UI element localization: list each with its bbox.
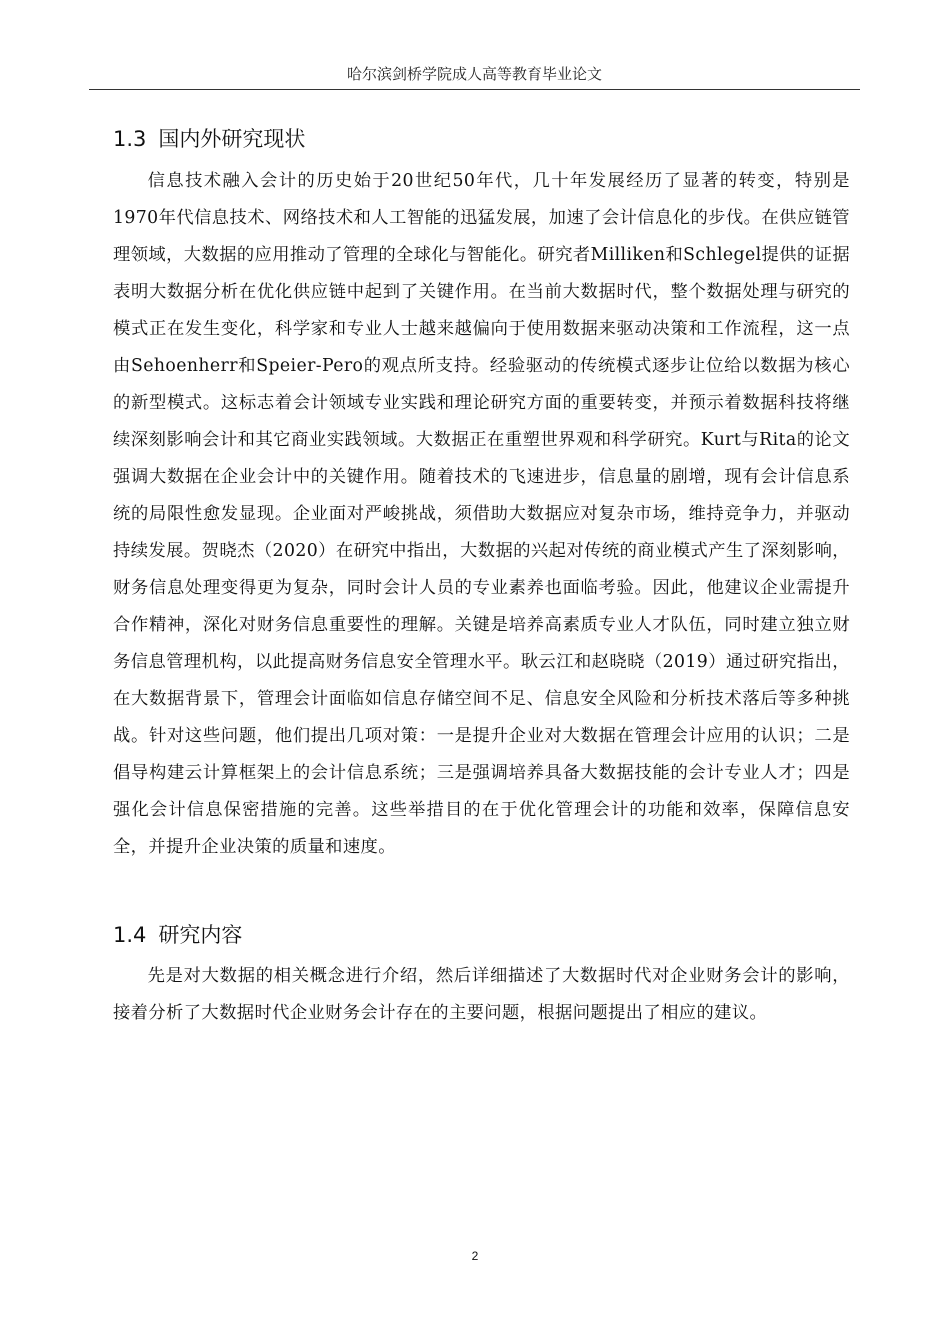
page-number: 2 (471, 1249, 479, 1263)
section-paragraph: 信息技术融入会计的历史始于20世纪50年代，几十年发展经历了显著的转变，特别是1970年代信息技术、网络技术和人工智能的迅猛发展，加速了会计信息化的步伐。在供应链管理领域，大数据的应用推动了管理的全球化与智能化。研究者Milliken和Schlegel提供的证据表明大数据分析在优化供应链中起到了关键作用。在当前大数据时代，整个数据处理与研究的模式正在发生变化，科学家和专业人士越来越偏向于使用数据来驱动决策和工作流程，这一点由Sehoenherr和Speier-Pero的观点所支持。经验驱动的传统模式逐步让位给以数据为核心的新型模式。这标志着会计领域专业实践和理论研究方面的重要转变，并预示着数据科技将继续深刻影响会计和其它商业实践领域。大数据正在重塑世界观和科学研究。Kurt与Rita的论文强调大数据在企业会计中的关键作用。随着技术的飞速进步，信息量的剧增，现有会计信息系统的局限性愈发显现。企业面对严峻挑战，须借助大数据应对复杂市场，维持竞争力，并驱动持续发展。贺晓杰（2020）在研究中指出，大数据的兴起对传统的商业模式产生了深刻影响，财务信息处理变得更为复杂，同时会计人员的专业素养也面临考验。因此，他建议企业需提升合作精神，深化对财务信息重要性的理解。关键是培养高素质专业人才队伍，同时建立独立财务信息管理机构，以此提高财务信息安全管理水平。耿云江和赵晓晓（2019）通过研究指出，在大数据背景下，管理会计面临如信息存储空间不足、信息安全风险和分析技术落后等多种挑战。针对这些问题，他们提出几项对策：一是提升企业对大数据在管理会计应用的认识；二是倡导构建云计算框架上的会计信息系统；三是强调培养具备大数据技能的会计专业人才；四是强化会计信息保密措施的完善。这些举措目的在于优化管理会计的功能和效率，保障信息安全，并提升企业决策的质量和速度。 (113, 171, 850, 857)
section-number: 1.4 (113, 923, 147, 947)
section-paragraph: 先是对大数据的相关概念进行介绍，然后详细描述了大数据时代对企业财务会计的影响，接着分析了大数据时代企业财务会计存在的主要问题，根据问题提出了相应的建议。 (113, 966, 850, 1023)
section-title: 国内外研究现状 (158, 127, 306, 151)
section-heading-1-4 (113, 921, 242, 949)
section-title: 研究内容 (158, 923, 243, 947)
section-number: 1.3 (113, 127, 147, 151)
page-header: 哈尔滨剑桥学院成人高等教育毕业论文 (346, 65, 602, 83)
section-heading-1-3 (113, 125, 305, 153)
header-divider (89, 89, 860, 90)
